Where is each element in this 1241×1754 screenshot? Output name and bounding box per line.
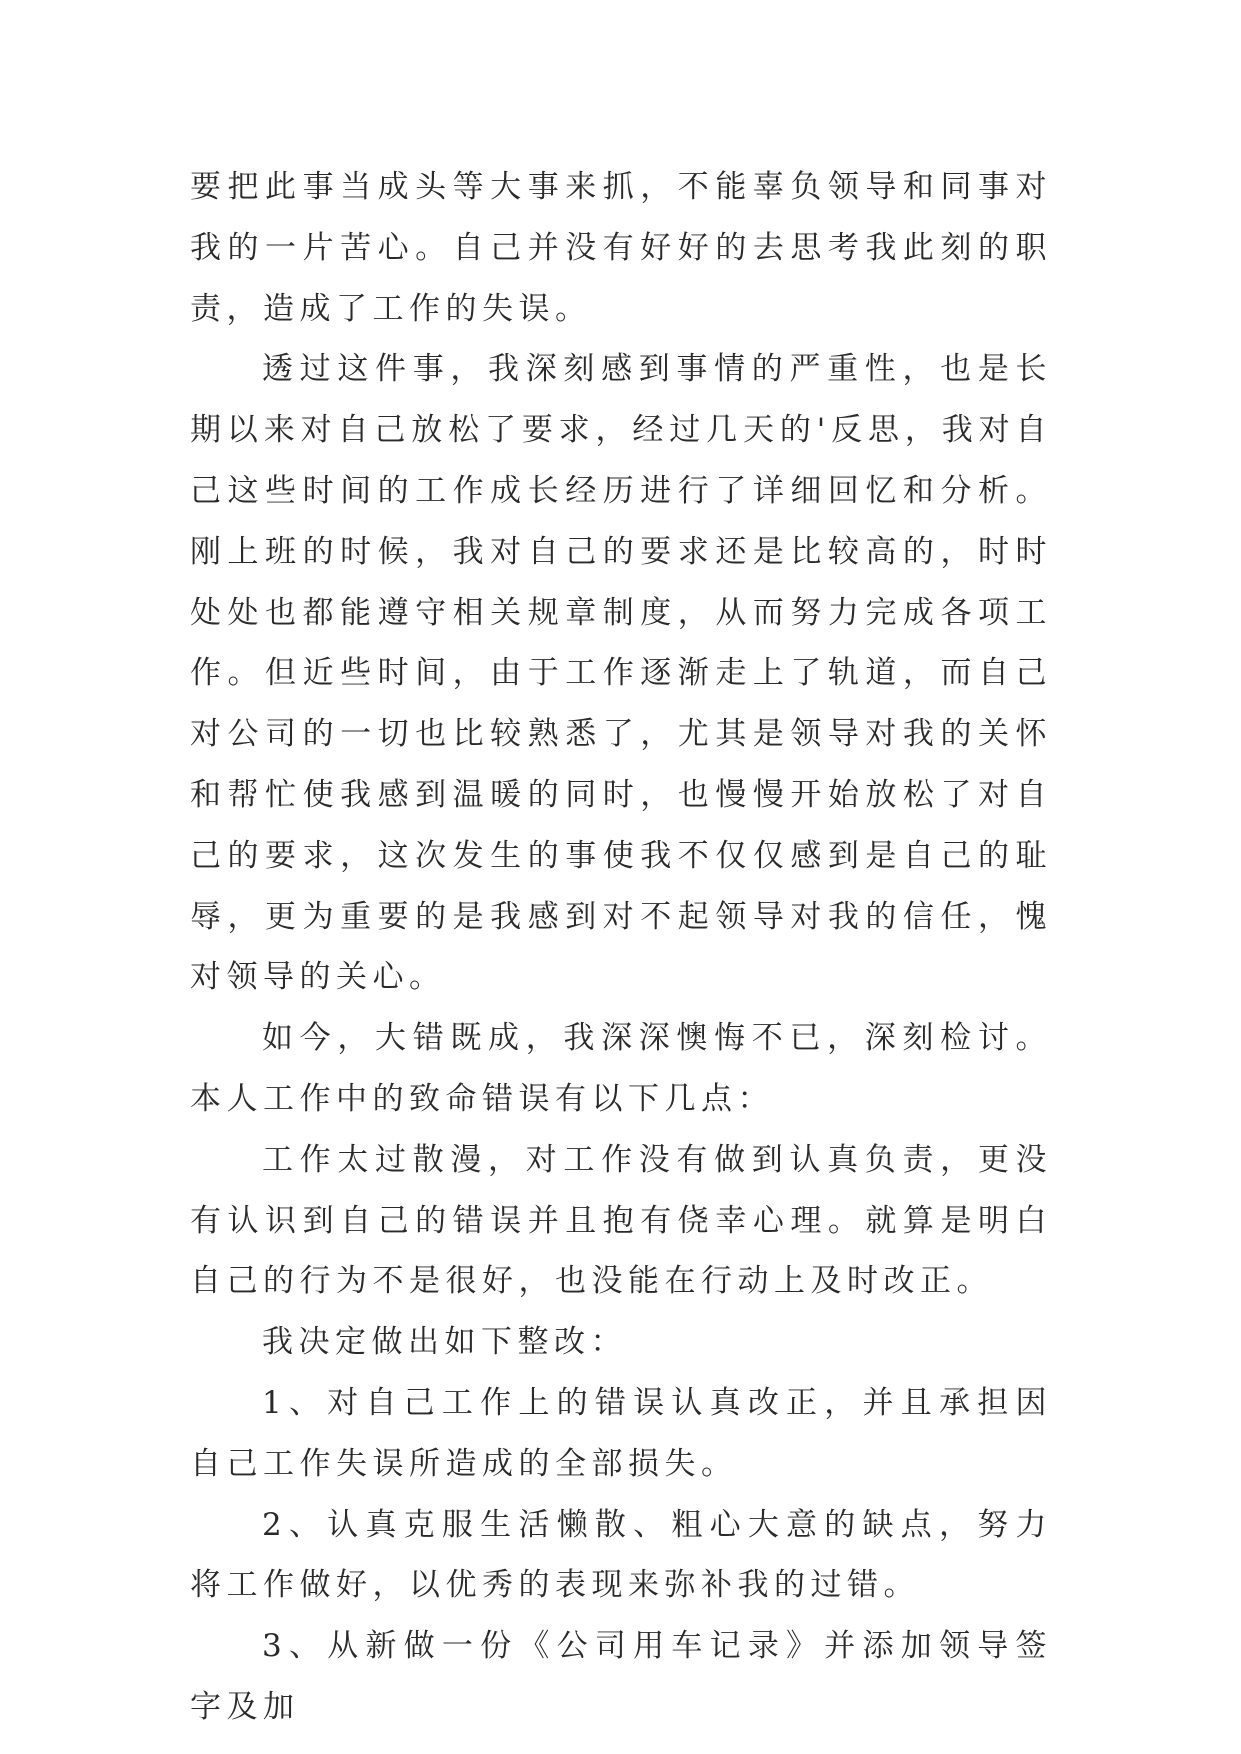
paragraph-1: 要把此事当成头等大事来抓，不能辜负领导和同事对我的一片苦心。自己并没有好好的去思考我此刻的职责，造成了工作的失误。: [190, 169, 1052, 327]
paragraph-7: 2、认真克服生活懒散、粗心大意的缺点，努力将工作做好，以优秀的表现来弥补我的过错。: [190, 1506, 1052, 1604]
paragraph-8: 3、从新做一份《公司用车记录》并添加领导签字及加: [190, 1628, 1052, 1725]
document-body: [190, 157, 1052, 1738]
paragraph-2: 透过这件事，我深刻感到事情的严重性，也是长期以来对自己放松了要求，经过几天的'反思，我对自己这些时间的工作成长经历进行了详细回忆和分析。刚上班的时候，我对自己的要求还是比较高的，时时处处也都能遵守相关规章制度，从而努力完成各项工作。但近些时间，由于工作逐渐走上了轨道，而自己对公司的一切也比较熟悉了，尤其是领导对我的关怀和帮忙使我感到温暖的同时，也慢慢开始放松了对自己的要求，这次发生的事使我不仅仅感到是自己的耻辱，更为重要的是我感到对不起领导对我的信任，愧对领导的关心。: [190, 351, 1052, 996]
paragraph-6: 1、对自己工作上的错误认真改正，并且承担因自己工作失误所造成的全部损失。: [190, 1384, 1052, 1482]
paragraph-4: 工作太过散漫，对工作没有做到认真负责，更没有认识到自己的错误并且抱有侥幸心理。就算是明白自己的行为不是很好，也没能在行动上及时改正。: [190, 1141, 1052, 1300]
paragraph-3: 如今，大错既成，我深深懊悔不已，深刻检讨。本人工作中的致命错误有以下几点：: [190, 1020, 1052, 1117]
paragraph-5: 我决定做出如下整改：: [262, 1324, 627, 1361]
